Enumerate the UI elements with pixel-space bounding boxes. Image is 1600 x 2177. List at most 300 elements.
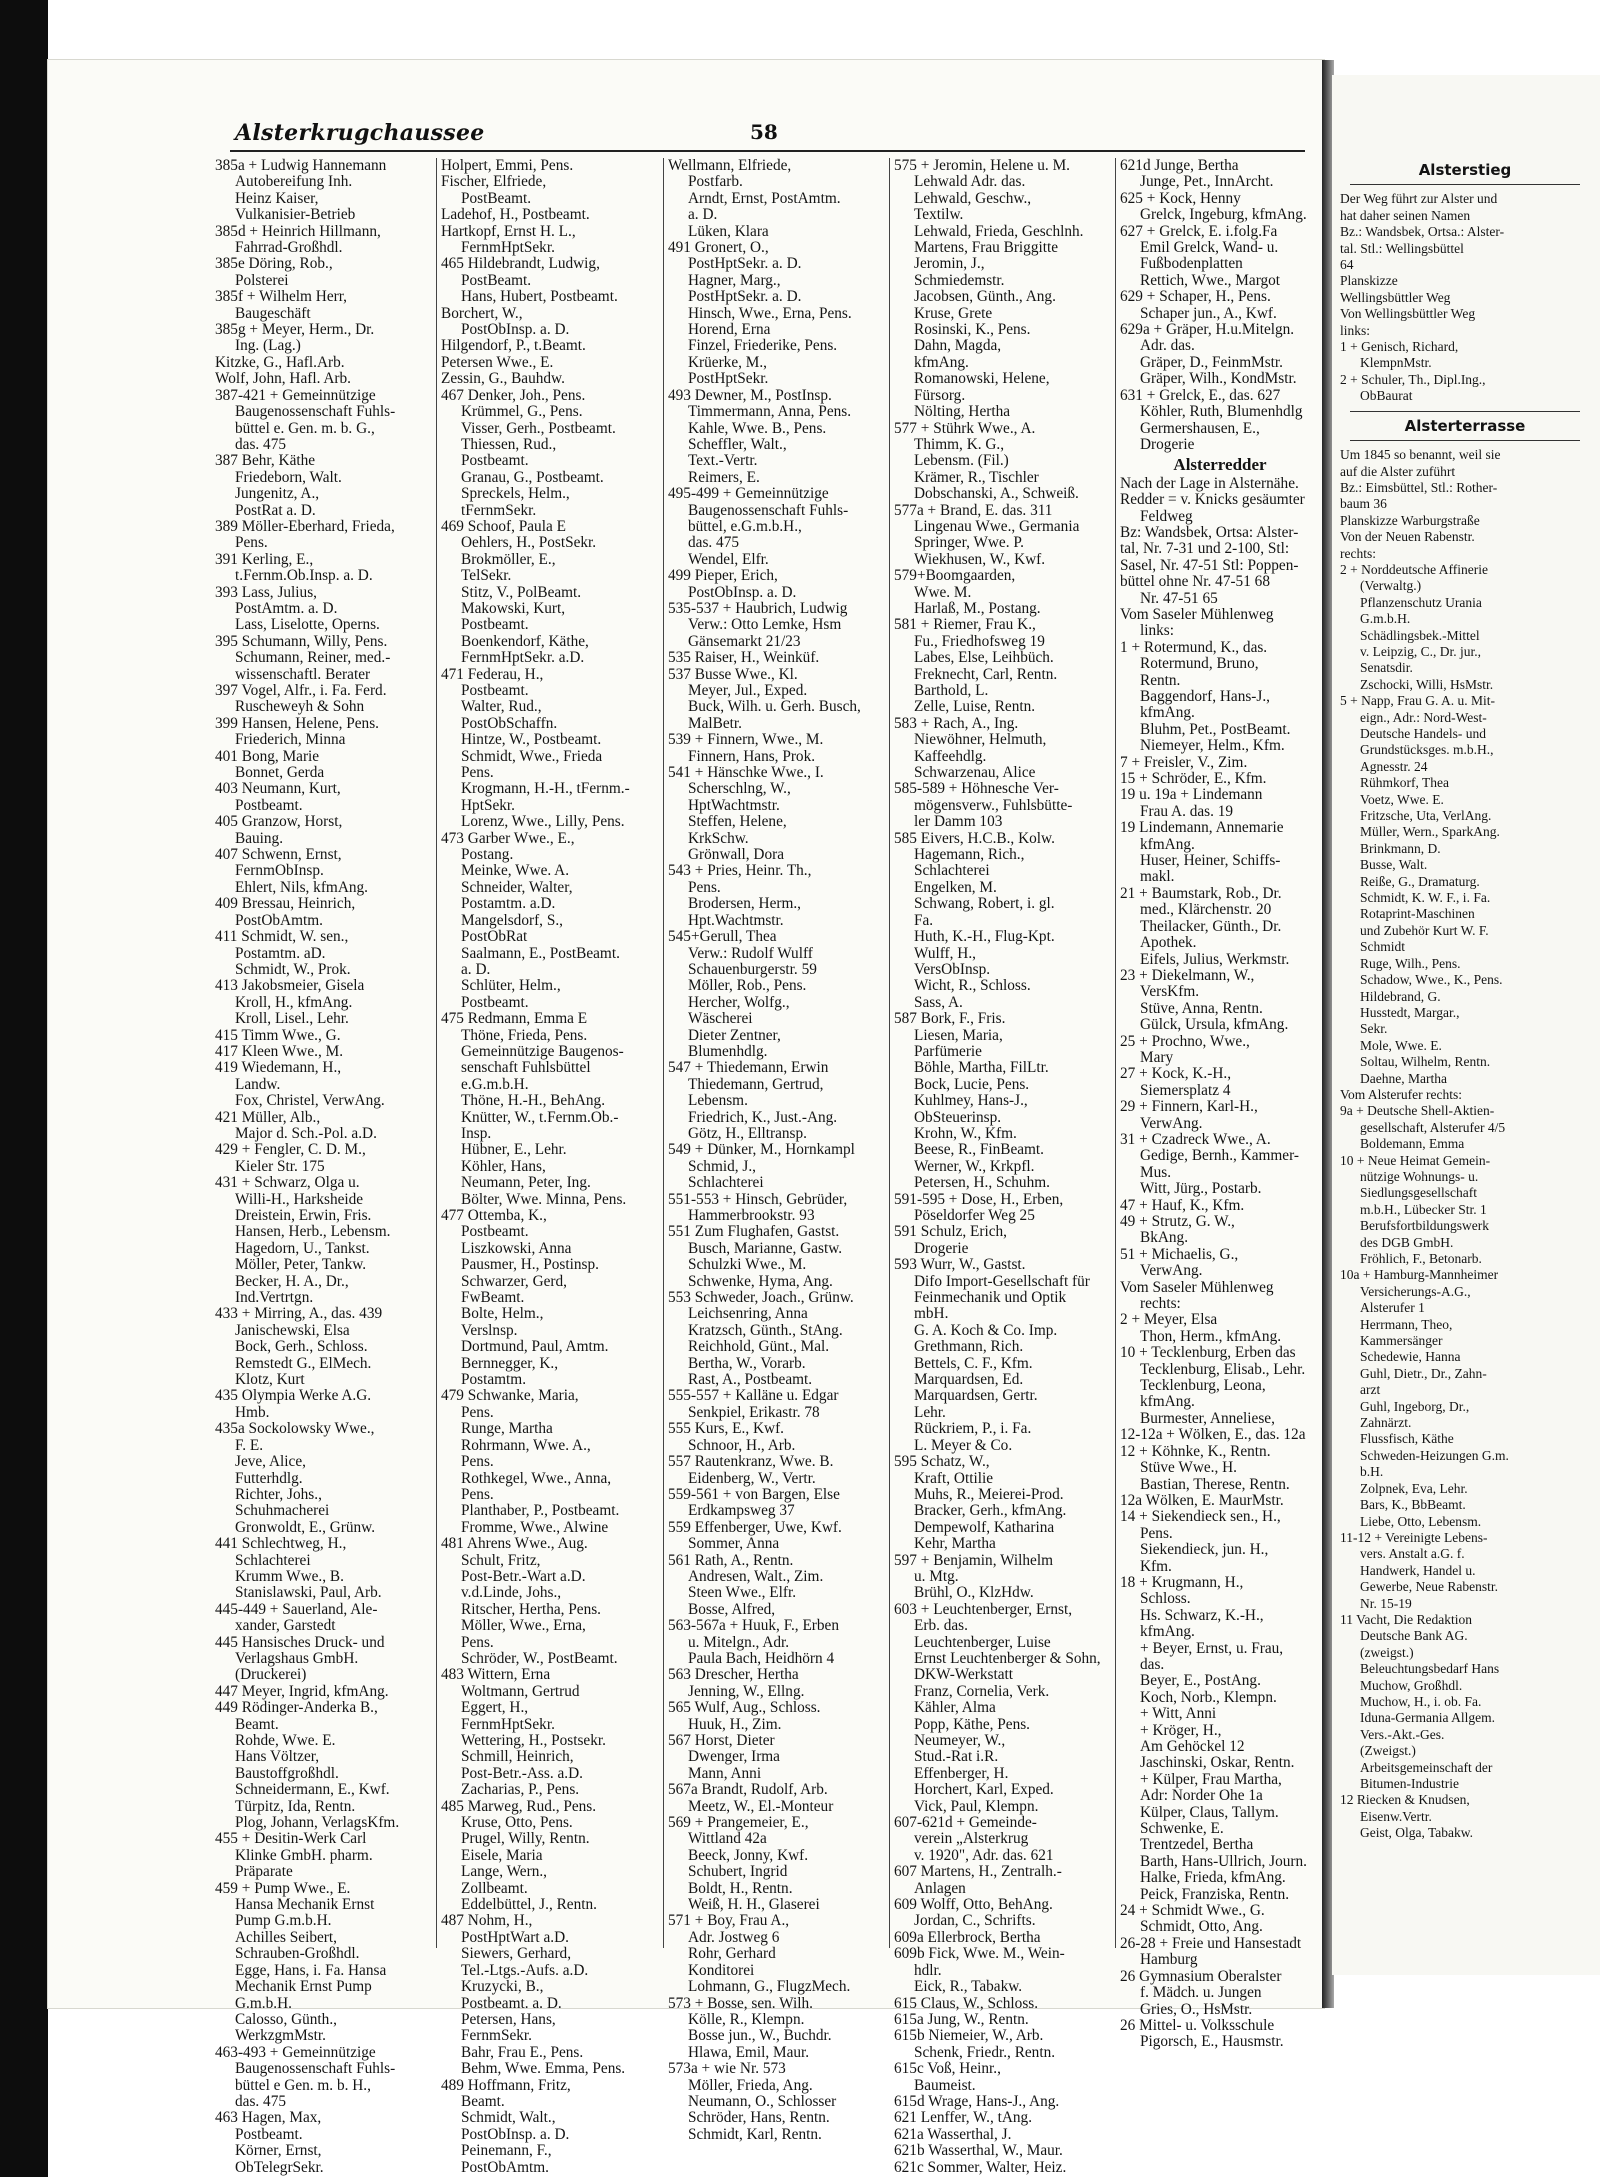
directory-line: Konditorei: [688, 1961, 755, 1979]
directory-line: Senatsdir.: [1360, 660, 1413, 676]
directory-line: Marquardsen, Gertr.: [914, 1387, 1038, 1405]
directory-line: Siewers, Gerhard,: [461, 1945, 572, 1963]
directory-line: 473 Garber Wwe., E.,: [441, 829, 575, 847]
directory-line: Becker, H. A., Dr.,: [235, 1272, 349, 1290]
directory-line: gesellschaft, Alsterufer 4/5: [1360, 1119, 1506, 1135]
directory-line: 393 Lass, Julius,: [215, 583, 317, 601]
directory-line: Kruse, Grete: [914, 304, 993, 322]
directory-line: und Zubehör Kurt W. F.: [1360, 922, 1489, 938]
directory-line: Friedeborn, Walt.: [235, 468, 342, 486]
directory-line: 407 Schwenn, Ernst,: [215, 846, 342, 864]
directory-line: 385a + Ludwig Hannemann: [215, 157, 387, 174]
directory-line: L. Meyer & Co.: [914, 1436, 1013, 1454]
directory-column-5: [1120, 157, 1320, 2051]
directory-line: Guhl, Ingeborg, Dr.,: [1360, 1398, 1470, 1414]
directory-line: Bluhm, Pet., PostBeamt.: [1140, 720, 1291, 738]
directory-line: Verslnsp.: [461, 1321, 518, 1339]
directory-line: Lebensm. (Fil.): [914, 452, 1009, 470]
directory-line: Neumeyer, W.,: [914, 1732, 1006, 1749]
directory-line: Theilacker, Günth., Dr.: [1140, 917, 1282, 935]
directory-line: 481 Ahrens Wwe., Aug.: [441, 1535, 588, 1553]
directory-line: Planskizze Warburgstraße: [1340, 512, 1480, 528]
directory-line: Baugenossenschaft Fuhls-: [235, 403, 396, 421]
directory-line: Gänsemarkt 21/23: [688, 632, 801, 650]
directory-line: Meyer, Jul., Exped.: [688, 682, 808, 699]
directory-line: Lange, Wern.,: [461, 1863, 547, 1881]
directory-line: links:: [1340, 322, 1371, 338]
directory-line: Pens.: [461, 764, 494, 782]
directory-line: Versicherungs-A.G.,: [1360, 1283, 1471, 1299]
directory-line: rechts:: [1340, 545, 1376, 561]
directory-line: Gewerbe, Neue Rabenstr.: [1360, 1579, 1498, 1595]
directory-line: Kitzke, G., Hafl.Arb.: [215, 353, 345, 371]
directory-line: Gräper, Wilh., KondMstr.: [1140, 370, 1297, 388]
directory-line: Senkpiel, Erikastr. 78: [688, 1403, 820, 1421]
directory-line: Ruge, Wilh., Pens.: [1360, 955, 1461, 971]
directory-line: Finnern, Hans, Prok.: [688, 747, 816, 765]
directory-line: 463 Hagen, Max,: [215, 2109, 322, 2127]
directory-line: Krohn, W., Kfm.: [914, 1124, 1017, 1142]
directory-line: Jeromin, J.,: [914, 255, 985, 273]
directory-line: Rentn.: [1140, 671, 1181, 689]
directory-line: 465 Hildebrandt, Ludwig,: [441, 255, 600, 273]
directory-line: Gemeinnützige Baugenos-: [461, 1042, 624, 1060]
directory-line: a. D.: [688, 206, 718, 224]
directory-line: 541 + Hänschke Wwe., I.: [668, 764, 824, 782]
directory-line: (Verwaltg.): [1360, 578, 1422, 594]
directory-line: 23 + Diekelmann, W.,: [1120, 966, 1255, 984]
directory-line: Walter, Rud.,: [461, 698, 542, 716]
directory-line: 563-567a + Huuk, F., Erben: [668, 1617, 839, 1635]
directory-line: Lehwald, Frieda, Geschlnh.: [914, 222, 1084, 240]
directory-line: Postbeamt.: [461, 1223, 529, 1241]
directory-line: Dahn, Magda,: [914, 337, 1002, 355]
directory-line: Boldt, H., Rentn.: [688, 1879, 793, 1897]
directory-line: 9a + Deutsche Shell-Aktien-: [1340, 1103, 1495, 1119]
directory-line: Freknecht, Carl, Rentn.: [914, 665, 1058, 683]
directory-line: Makowski, Kurt,: [461, 599, 566, 617]
directory-line: Werner, W., Krkpfl.: [914, 1157, 1035, 1175]
directory-line: 459 + Pump Wwe., E.: [215, 1879, 351, 1897]
directory-line: Achilles Seibert,: [235, 1928, 337, 1946]
directory-line: 12a Wölken, E. MaurMstr.: [1120, 1491, 1284, 1509]
directory-line: Beamt.: [235, 1715, 279, 1733]
directory-line: Janischewski, Elsa: [235, 1321, 350, 1339]
directory-line: Schlüter, Helm.,: [461, 977, 561, 995]
directory-line: Brühl, O., KlzHdw.: [914, 1584, 1034, 1602]
street-heading: Alsterredder: [1173, 455, 1267, 475]
directory-line: tal, Nr. 7-31 und 2-100, Stl:: [1120, 540, 1290, 558]
directory-line: Wiekhusen, W., Kwf.: [914, 550, 1046, 568]
directory-line: Postbeamt.: [461, 682, 529, 699]
directory-line: 405 Granzow, Horst,: [215, 813, 343, 831]
right-heading-rule: [1350, 184, 1580, 185]
directory-line: Postbeamt. a. D.: [461, 1994, 562, 2012]
directory-line: Vulkanisier-Betrieb: [235, 206, 356, 224]
directory-line: 10a + Hamburg-Mannheimer: [1340, 1267, 1499, 1283]
directory-line: Kieler Str. 175: [235, 1157, 325, 1175]
directory-line: Nr. 47-51 65: [1140, 589, 1218, 607]
directory-line: Schmidt, W., Prok.: [235, 960, 351, 978]
directory-line: Lass, Liselotte, Operns.: [235, 616, 380, 634]
directory-line: Ruscheweyh & Sohn: [235, 698, 365, 716]
directory-line: Hamburg: [1140, 1951, 1198, 1969]
directory-line: Eifels, Julius, Werkmstr.: [1140, 950, 1290, 968]
directory-line: 615 Claus, W., Schloss.: [894, 1994, 1039, 2012]
directory-line: Handwerk, Handel u.: [1360, 1562, 1476, 1578]
directory-line: 563 Drescher, Hertha: [668, 1666, 799, 1684]
directory-line: Möller, Frieda, Ang.: [688, 2076, 813, 2094]
directory-line: 591-595 + Dose, H., Erben,: [894, 1190, 1064, 1208]
directory-line: Schmill, Heinrich,: [461, 1748, 574, 1766]
directory-line: Liebe, Otto, Lebensm.: [1360, 1513, 1482, 1529]
directory-line: Schadow, Wwe., K., Pens.: [1360, 972, 1503, 988]
directory-line: Schauenburgerstr. 59: [688, 960, 817, 978]
directory-line: 431 + Schwarz, Olga u.: [215, 1174, 360, 1192]
directory-line: 621c Sommer, Walter, Heiz.: [894, 2158, 1067, 2176]
directory-line: 471 Federau, H.,: [441, 665, 544, 683]
directory-line: Meinke, Wwe. A.: [461, 862, 570, 880]
directory-line: Bz: Wandsbek, Ortsa: Alster-: [1120, 523, 1299, 541]
directory-line: 395 Schumann, Willy, Pens.: [215, 632, 388, 650]
directory-line: Busch, Marianne, Gastw.: [688, 1239, 843, 1257]
directory-line: 535-537 + Haubrich, Ludwig: [668, 599, 848, 617]
directory-line: 403 Neumann, Kurt,: [215, 780, 341, 798]
directory-line: Voetz, Wwe. E.: [1360, 791, 1444, 807]
directory-line: Schnoor, H., Arb.: [688, 1436, 796, 1454]
directory-line: Postamtm.: [461, 1371, 527, 1389]
directory-line: Jenning, W., Ellng.: [688, 1682, 805, 1700]
directory-line: senschaft Fuhlsbüttel: [461, 1059, 591, 1077]
directory-line: Siemersplatz 4: [1140, 1081, 1231, 1099]
directory-line: + Kröger, H.,: [1140, 1721, 1222, 1739]
directory-line: Steen Wwe., Elfr.: [688, 1584, 797, 1602]
directory-line: PostObAmtm.: [461, 2158, 549, 2176]
directory-line: Schmidt, Karl, Rentn.: [688, 2125, 822, 2143]
directory-line: HptSekr.: [461, 796, 515, 814]
directory-line: 577 + Stührk Wwe., A.: [894, 419, 1036, 437]
directory-line: Mangelsdorf, S.,: [461, 911, 563, 929]
directory-line: 495-499 + Gemeinnützige: [668, 485, 829, 503]
directory-line: Zolpnek, Eva, Lehr.: [1360, 1480, 1468, 1496]
directory-line: Von der Neuen Rabenstr.: [1340, 529, 1475, 545]
directory-line: u. Mtg.: [914, 1567, 959, 1585]
directory-column-1: [215, 157, 433, 2176]
directory-line: Wulff, H.,: [914, 944, 976, 962]
directory-line: Mary: [1140, 1048, 1174, 1066]
directory-line: Bracker, Gerh., kfmAng.: [914, 1502, 1067, 1520]
directory-line: 21 + Baumstark, Rob., Dr.: [1120, 884, 1282, 902]
directory-line: Drogerie: [1140, 435, 1195, 453]
directory-line: Ladehof, H., Postbeamt.: [441, 206, 590, 224]
directory-line: Zollbeamt.: [461, 1879, 528, 1897]
directory-line: 467 Denker, Joh., Pens.: [441, 386, 586, 404]
directory-line: Pens.: [461, 1633, 494, 1651]
directory-line: das. 475: [235, 2092, 286, 2110]
directory-line: 593 Wurr, W., Gastst.: [894, 1256, 1026, 1274]
directory-line: Postamtm. aD.: [235, 944, 326, 962]
directory-line: Kfm.: [1140, 1557, 1172, 1575]
directory-line: 10 + Tecklenburg, Erben das: [1120, 1344, 1296, 1362]
directory-line: verein „Alsterkrug: [914, 1830, 1029, 1848]
directory-line: 415 Timm Wwe., G.: [215, 1026, 341, 1044]
directory-line: 2 + Norddeutsche Affinerie: [1340, 561, 1488, 577]
directory-line: Mus.: [1140, 1163, 1172, 1181]
directory-line: 64: [1340, 257, 1354, 273]
directory-line: 551 Zum Flughafen, Gastst.: [668, 1223, 840, 1241]
directory-line: Schmidt: [1360, 939, 1406, 955]
directory-line: 477 Ottemba, K.,: [441, 1207, 547, 1224]
directory-line: 479 Schwanke, Maria,: [441, 1387, 579, 1405]
directory-line: Klinke GmbH. pharm.: [235, 1846, 373, 1864]
directory-line: Bahr, Frau E., Pens.: [461, 2043, 584, 2061]
directory-line: 5 + Napp, Frau G. A. u. Mit-: [1340, 693, 1495, 709]
directory-line: v. 1920", Adr. das. 621: [914, 1846, 1054, 1864]
directory-line: 607-621d + Gemeinde-: [894, 1814, 1037, 1832]
directory-line: Bertha, W., Vorarb.: [688, 1354, 806, 1372]
directory-line: Parfümerie: [914, 1042, 982, 1060]
directory-line: Borchert, W.,: [441, 304, 523, 322]
directory-line: F. E.: [235, 1436, 264, 1454]
directory-line: Erdkampsweg 37: [688, 1502, 795, 1520]
directory-line: Postamtm. a.D.: [461, 895, 556, 913]
directory-line: 615d Wrage, Hans-J., Ang.: [894, 2092, 1060, 2110]
directory-line: Fromme, Wwe., Alwine: [461, 1518, 609, 1536]
directory-line: 51 + Michaelis, G.,: [1120, 1245, 1239, 1263]
page-number: 58: [750, 120, 778, 144]
directory-line: Wolf, John, Hafl. Arb.: [215, 370, 351, 388]
directory-line: 445-449 + Sauerland, Ale-: [215, 1600, 378, 1618]
directory-line: 19 u. 19a + Lindemann: [1120, 786, 1263, 804]
directory-line: Holpert, Emmi, Pens.: [441, 157, 574, 174]
directory-line: Hartkopf, Ernst H. L.,: [441, 222, 576, 240]
directory-line: wissenschaftl. Berater: [235, 665, 371, 683]
directory-line: Boldemann, Emma: [1360, 1136, 1465, 1152]
directory-line: + Witt, Anni: [1140, 1705, 1217, 1723]
directory-line: Kruse, Otto, Pens.: [461, 1814, 573, 1832]
directory-line: 475 Redmann, Emma E: [441, 1010, 588, 1028]
directory-line: Möller, Rob., Pens.: [688, 977, 807, 995]
directory-line: Lohmann, G., FlugzMech.: [688, 1978, 851, 1996]
directory-line: Andresen, Walt., Zim.: [688, 1567, 824, 1585]
directory-line: Erb. das.: [914, 1617, 968, 1635]
directory-line: Pump G.m.b.H.: [235, 1912, 332, 1930]
directory-line: 385f + Wilhelm Herr,: [215, 288, 348, 306]
directory-line: PostBeamt.: [461, 189, 532, 207]
directory-line: Visser, Gerh., Postbeamt.: [461, 419, 616, 437]
directory-line: Köhler, Hans,: [461, 1157, 546, 1175]
directory-line: Scherschlng, W.,: [688, 780, 791, 798]
directory-line: f. Mädch. u. Jungen: [1140, 1984, 1262, 2002]
directory-line: Kähler, Alma: [914, 1699, 996, 1717]
directory-line: tal. Stl.: Wellingsbüttel: [1340, 240, 1464, 256]
directory-line: PostAmtm. a. D.: [235, 599, 338, 617]
directory-line: kfmAng.: [1140, 1623, 1195, 1641]
directory-line: Grethmann, Rich.: [914, 1338, 1024, 1356]
directory-line: 609a Ellerbrock, Bertha: [894, 1928, 1041, 1946]
directory-line: Beeck, Jonny, Kwf.: [688, 1846, 809, 1864]
column-divider: [436, 158, 437, 1948]
directory-line: Hübner, E., Lehr.: [461, 1141, 567, 1159]
directory-line: + Külper, Frau Martha,: [1140, 1770, 1282, 1788]
directory-line: PostHptSekr. a. D.: [688, 288, 802, 306]
directory-line: Köhler, Ruth, Blumenhdlg: [1140, 403, 1303, 421]
directory-line: Postbeamt.: [235, 2125, 303, 2143]
directory-line: nützige Wohnungs- u.: [1360, 1168, 1479, 1184]
directory-line: Beamt.: [461, 2092, 505, 2110]
directory-line: 385e Döring, Rob.,: [215, 255, 333, 273]
directory-line: Muchow, Großhdl.: [1360, 1677, 1463, 1693]
directory-line: Romanowski, Helene,: [914, 370, 1050, 388]
directory-line: Hilgendorf, P., t.Beamt.: [441, 337, 586, 355]
directory-line: Stanislawski, Paul, Arb.: [235, 1584, 382, 1602]
directory-line: 12-12a + Wölken, E., das. 12a: [1120, 1426, 1306, 1444]
directory-line: med., Klärchenstr. 20: [1140, 901, 1272, 919]
directory-line: Tel.-Ltgs.-Aufs. a.D.: [461, 1961, 589, 1979]
directory-line: Vom Saseler Mühlenweg: [1120, 1278, 1274, 1296]
directory-line: Arbeitsgemeinschaft der: [1360, 1759, 1493, 1775]
directory-line: Kaffeehdlg.: [914, 747, 987, 765]
directory-line: Finzel, Friederike, Pens.: [688, 337, 838, 355]
directory-line: Schlachterei: [914, 862, 990, 880]
directory-line: mögensverw., Fuhlsbütte-: [914, 796, 1073, 814]
directory-line: Von Wellingsbüttler Weg: [1340, 306, 1476, 322]
directory-line: Paula Bach, Heidhörn 4: [688, 1649, 835, 1667]
directory-line: Richter, Johs.,: [235, 1485, 322, 1503]
directory-line: Zahnärzt.: [1360, 1415, 1412, 1431]
directory-line: PostRat a. D.: [235, 501, 316, 519]
directory-line: das. 475: [688, 534, 739, 552]
directory-line: Krümmel, G., Pens.: [461, 403, 583, 421]
directory-line: Götz, H., Elltransp.: [688, 1124, 807, 1142]
directory-line: 401 Bong, Marie: [215, 747, 320, 765]
directory-line: 12 + Köhnke, K., Rentn.: [1120, 1442, 1271, 1460]
directory-line: Muhs, R., Meierei-Prod.: [914, 1485, 1064, 1503]
directory-line: Pens.: [688, 878, 721, 896]
directory-line: Brokmöller, E.,: [461, 550, 556, 568]
directory-line: Böhle, Martha, FilLtr.: [914, 1059, 1049, 1077]
directory-line: Bosse, Alfred,: [688, 1600, 776, 1618]
directory-line: Herrmann, Theo,: [1360, 1316, 1453, 1332]
directory-line: Schweden-Heizungen G.m.: [1360, 1447, 1509, 1463]
directory-line: 429 + Fengler, C. D. M.,: [215, 1141, 366, 1159]
directory-line: Popp, Käthe, Pens.: [914, 1715, 1030, 1733]
directory-line: kfmAng.: [1140, 1393, 1195, 1411]
directory-line: 435 Olympia Werke A.G.: [215, 1387, 372, 1405]
directory-line: 447 Meyer, Ingrid, kfmAng.: [215, 1682, 389, 1700]
directory-line: Postfarb.: [688, 173, 743, 191]
directory-line: (zweigst.): [1360, 1644, 1414, 1660]
directory-line: 627 + Grelck, E. i.folg.Fa: [1120, 222, 1278, 240]
directory-line: Anlagen: [914, 1879, 966, 1897]
right-block-1: [1340, 191, 1590, 404]
directory-line: Dieter Zentner,: [688, 1026, 781, 1044]
directory-line: Apothek.: [1140, 934, 1197, 952]
directory-line: Friederich, Minna: [235, 731, 346, 749]
directory-line: Thöne, Frieda, Pens.: [461, 1026, 588, 1044]
directory-line: 555 Kurs, E., Kwf.: [668, 1420, 784, 1438]
directory-line: Neumann, Peter, Ing.: [461, 1174, 591, 1192]
directory-line: hdlr.: [914, 1961, 942, 1979]
directory-line: büttel ohne Nr. 47-51 68: [1120, 573, 1270, 591]
directory-line: Fritzsche, Uta, VerlAng.: [1360, 808, 1492, 824]
directory-line: 389 Möller-Eberhard, Frieda,: [215, 517, 395, 535]
directory-line: Wellmann, Elfriede,: [668, 157, 792, 174]
directory-line: Baugenossenschaft Fuhls-: [688, 501, 849, 519]
directory-line: büttel e Gen. m. b. H.,: [235, 2076, 371, 2094]
directory-line: Postang.: [461, 846, 514, 864]
directory-line: Zelle, Luise, Rentn.: [914, 698, 1036, 716]
directory-line: Steffen, Helene,: [688, 813, 787, 831]
directory-line: Franz, Cornelia, Verk.: [914, 1682, 1050, 1700]
directory-line: a. D.: [461, 960, 491, 978]
directory-line: Siekendieck, jun. H.,: [1140, 1541, 1269, 1559]
directory-line: Weiß, H. H., Glaserei: [688, 1896, 820, 1914]
directory-line: 469 Schoof, Paula E: [441, 517, 566, 535]
directory-line: 10 + Neue Heimat Gemein-: [1340, 1152, 1491, 1168]
column-divider: [889, 158, 890, 1948]
directory-line: Egge, Hans, i. Fa. Hansa: [235, 1961, 387, 1979]
directory-line: Kahle, Wwe. B., Pens.: [688, 419, 827, 437]
directory-line: Krämer, R., Tischler: [914, 468, 1039, 486]
directory-line: 571 + Boy, Frau A.,: [668, 1912, 790, 1930]
directory-line: Agnesstr. 24: [1360, 758, 1428, 774]
directory-line: Muchow, H., i. ob. Fa.: [1360, 1693, 1482, 1709]
directory-line: Text.-Vertr.: [688, 452, 758, 470]
directory-line: 561 Rath, A., Rentn.: [668, 1551, 794, 1569]
directory-line: Geist, Olga, Tabakw.: [1360, 1825, 1474, 1841]
directory-line: 11-12 + Vereinigte Lebens-: [1340, 1529, 1488, 1545]
directory-line: Lüken, Klara: [688, 222, 769, 240]
directory-line: Schlachterei: [235, 1551, 311, 1569]
directory-line: 609b Fick, Wwe. M., Wein-: [894, 1945, 1065, 1963]
directory-line: m.b.H., Lübecker Str. 1: [1360, 1201, 1487, 1217]
directory-line: 597 + Benjamin, Wilhelm: [894, 1551, 1053, 1569]
directory-line: Zacharias, P., Pens.: [461, 1781, 580, 1799]
directory-line: Beyer, E., PostAng.: [1140, 1672, 1261, 1690]
directory-column-2: [441, 157, 659, 2176]
directory-line: Labes, Else, Leihbüch.: [914, 649, 1054, 667]
directory-line: Fischer, Elfriede,: [441, 173, 547, 191]
column-divider: [663, 158, 664, 1948]
directory-line: KlempnMstr.: [1360, 355, 1432, 371]
directory-line: 1 + Genisch, Richard,: [1340, 339, 1459, 355]
directory-line: Bastian, Therese, Rentn.: [1140, 1475, 1290, 1493]
directory-line: 385d + Heinrich Hillmann,: [215, 222, 381, 240]
directory-line: Schuhmacherei: [235, 1502, 330, 1520]
directory-line: Rotermund, Bruno,: [1140, 655, 1259, 673]
directory-line: Schmidt, K. W. F., i. Fa.: [1360, 890, 1491, 906]
directory-line: Lehwald Adr. das.: [914, 173, 1026, 191]
directory-line: Zschocki, Willi, HsMstr.: [1360, 676, 1494, 692]
directory-line: Boenkendorf, Käthe,: [461, 632, 589, 650]
directory-line: Schulzki Wwe., M.: [688, 1256, 807, 1274]
directory-line: das. 475: [235, 435, 286, 453]
directory-line: Vom Alsterufer rechts:: [1340, 1086, 1462, 1102]
directory-line: Huser, Heiner, Schiffs-: [1140, 852, 1281, 870]
right-heading-2: Alsterterrasse: [1404, 416, 1526, 435]
directory-line: Der Weg führt zur Alster und: [1340, 191, 1498, 207]
directory-line: Ritscher, Hertha, Pens.: [461, 1600, 602, 1618]
directory-line: Post-Betr.-Wart a.D.: [461, 1567, 586, 1585]
directory-line: Calosso, Günth.,: [235, 2010, 337, 2028]
directory-line: PostObInsp. a. D.: [688, 583, 797, 601]
directory-line: auf die Alster zuführt: [1340, 463, 1456, 479]
directory-line: Hlawa, Emil, Maur.: [688, 2043, 810, 2061]
directory-line: 583 + Rach, A., Ing.: [894, 714, 1019, 732]
directory-line: Junge, Pet., InnArcht.: [1140, 173, 1274, 191]
right-heading-rule: [1350, 411, 1580, 412]
